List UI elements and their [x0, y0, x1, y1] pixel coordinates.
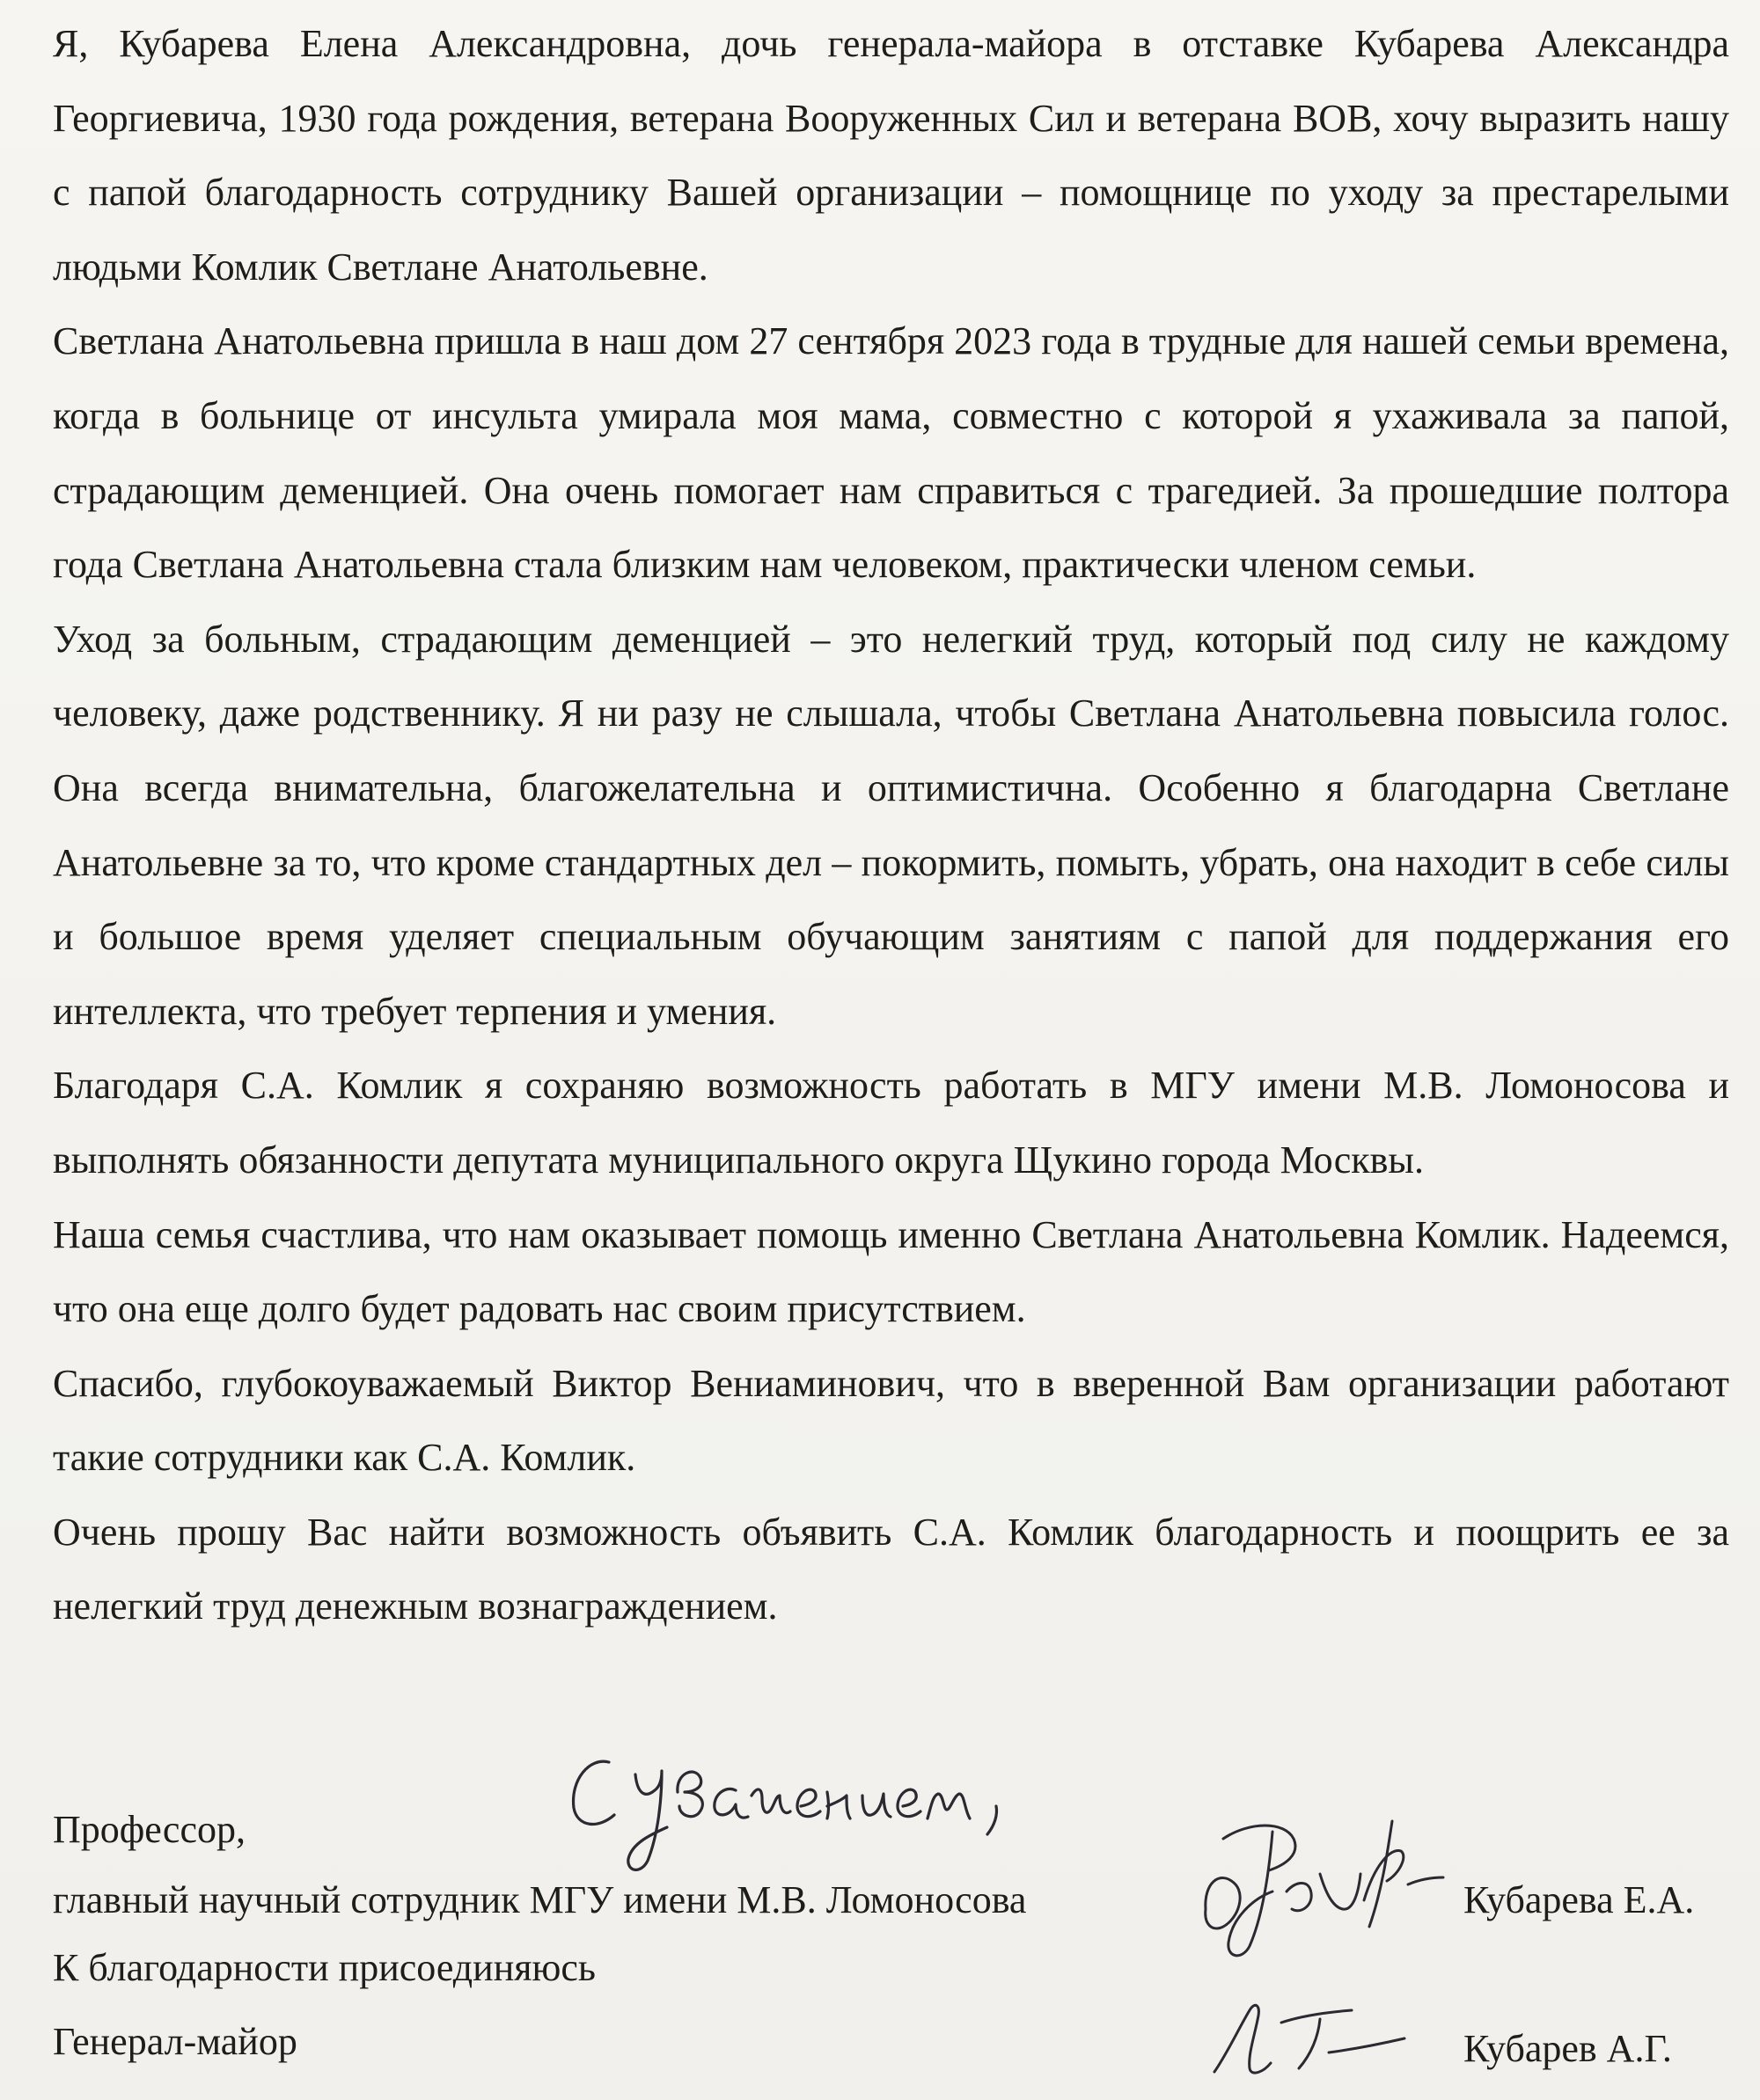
paragraph-care-description: Уход за больным, страдающим деменцией – это нелегкий труд, который под силу не каждому человеку, даже родственнику. Я ни разу не слышала, чтобы Светлана Анатольевна повысила голос. Она всегда внимательна, благожелательна и оптимистична. Особенно я благодарна Светлане Анатольевне за то, что кроме стандартных дел – покормить, помыть, убрать, она находит в себе силы и большое время уделяет специальным обучающим занятиям с папой для поддержания его интеллекта, что требует терпения и умения. — [53, 617, 1729, 1033]
paragraph-gratitude-intro: Я, Кубарева Елена Александровна, дочь генерала-майора в отставке Кубарева Александра Георгиевича, 1930 года рождения, ветерана Вооруженных Сил и ветерана ВОВ, хочу выразить нашу с папой благодарность сотруднику Вашей организации – помощнице по уходу за престарелыми людьми Комлик Светлане Анатольевне. — [53, 22, 1729, 289]
signer-name-kubareva: Кубарева Е.А. — [1463, 1878, 1695, 1921]
paragraph-request-reward: Очень прошу Вас найти возможность объявить С.А. Комлик благодарность и поощрить ее за нелегкий труд денежным вознаграждением. — [53, 1510, 1729, 1628]
paragraph-thanks-director: Спасибо, глубокоуважаемый Виктор Вениаминович, что в вверенной Вам организации работают такие сотрудники как С.А. Комлик. — [53, 1361, 1729, 1480]
signature-kubarev — [1197, 1984, 1426, 2081]
signer-rank: Генерал-майор — [53, 2020, 297, 2063]
signer-title-position: главный научный сотрудник МГУ имени М.В. Ломоносова — [53, 1878, 1027, 1921]
paragraph-arrival: Светлана Анатольевна пришла в наш дом 27 сентября 2023 года в трудные для нашей семьи времена, когда в больнице от инсульта умирала моя мама, совместно с которой я ухаживала за папой, страдающим деменцией. Она очень помогает нам справиться с трагедией. За прошедшие полтора года Светлана Анатольевна стала близким нам человеком, практически членом семьи. — [53, 319, 1729, 587]
paragraph-work-ability: Благодаря С.А. Комлик я сохраняю возможность работать в МГУ имени М.В. Ломоносова и выполнять обязанности депутата муниципального округа Щукино города Москвы. — [53, 1064, 1729, 1182]
signature-kubareva — [1188, 1786, 1470, 1971]
signer-name-kubarev: Кубарев А.Г. — [1463, 2027, 1672, 2070]
letter-body — [53, 7, 1729, 1644]
join-gratitude-text: К благодарности присоединяюсь — [53, 1946, 596, 1989]
signer-title-professor: Профессор, — [53, 1808, 246, 1851]
handwritten-closing — [563, 1711, 1056, 1878]
paragraph-family-happy: Наша семья счастлива, что нам оказывает помощь именно Светлана Анатольевна Комлик. Надеемся, что она еще долго будет радовать нас своим присутствием. — [53, 1212, 1729, 1331]
